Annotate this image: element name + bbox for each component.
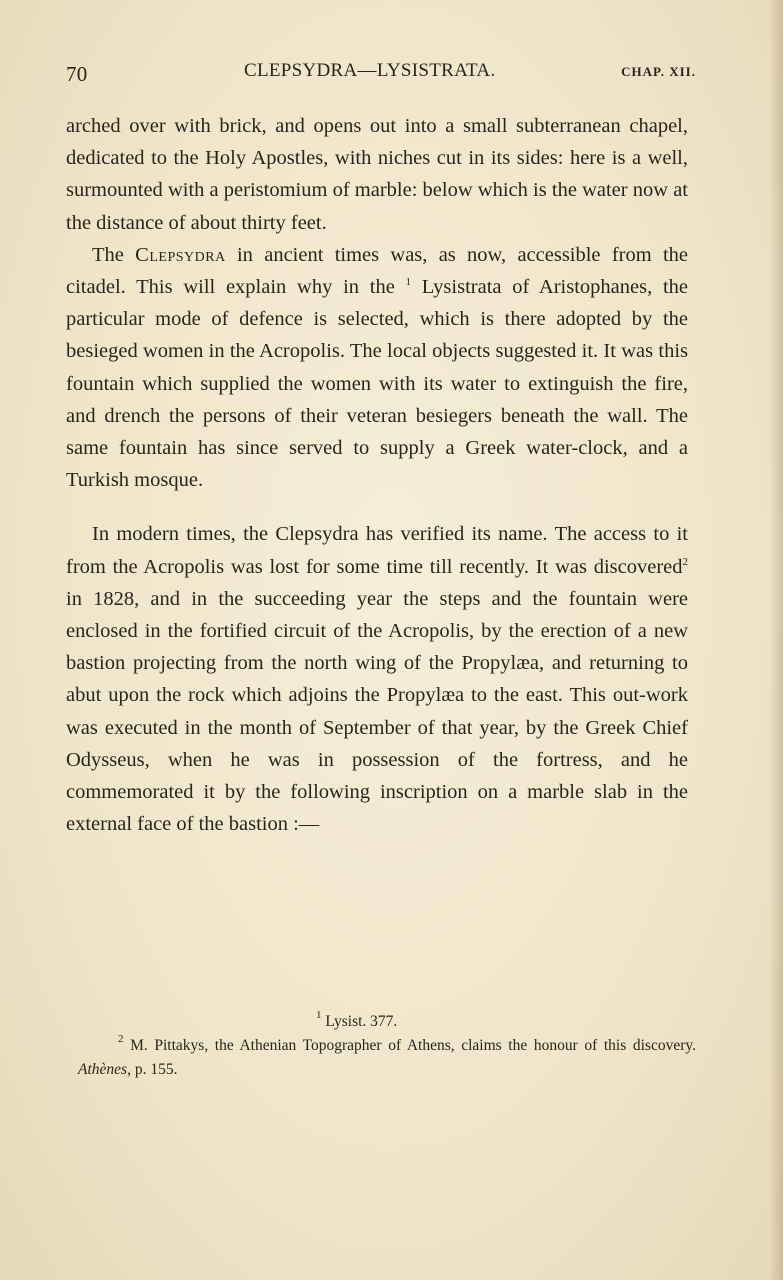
paragraph-3-part2: in 1828, and in the succeeding year the steps and the fountain were enclosed in the fortified circuit of the Acropolis, by the erection of a new bastion projecting from the north wing of the Propylæa, and returning to abut upon the rock which adjoins the Propylæa to the east. This out-work was executed in the month of September of that year, by the Greek Chief Odysseus, when he was in possession of the fortress, and he commemorated it by the following inscription on a marble slab in the external face of the bastion :—	[66, 587, 688, 836]
footnote-1-mark: 1	[316, 1009, 322, 1021]
running-header	[66, 58, 696, 88]
running-title: CLEPSYDRA—LYSISTRATA.	[244, 60, 496, 81]
page-number: 70	[66, 62, 88, 86]
paragraph-2-part1: in ancient times was, as now, accessible from the citadel. This will explain why in the	[66, 243, 689, 299]
body-text	[66, 110, 688, 840]
footnote-2-text: M. Pittakys, the Athenian Topographer of Athens, claims the honour of this discovery.	[123, 1037, 696, 1054]
footnote-2-italic: Athènes	[78, 1061, 128, 1078]
footnote-2-mark: 2	[118, 1033, 124, 1045]
chapter-label: CHAP. XII.	[621, 64, 696, 79]
paragraph-2-part2: Lysistrata of Aristophanes, the particular mode of defence is selected, which is there adopted by the besieged women in the Acropolis. The local objects suggested it. It was this fountain which supplied the women with its water to extinguish the fire, and drench the persons of their veteran besiegers beneath the wall. The same fountain has since served to supply a Greek water-clock, and a Turkish mosque.	[66, 276, 689, 492]
paragraph-2	[66, 239, 688, 497]
footnote-ref-2[interactable]: 2	[682, 555, 688, 568]
footnotes	[78, 1010, 696, 1082]
paragraph-3-part1: In modern times, the Clepsydra has verified its name. The access to it from the Acropolis was lost for some time till recently. It was discovered	[66, 523, 688, 578]
paragraph-3	[66, 518, 688, 840]
footnote-2	[78, 1034, 696, 1082]
footnote-1-text: Lysist. 377.	[321, 1013, 398, 1030]
page-edge-shadow	[769, 0, 783, 1280]
footnote-ref-1[interactable]: 1	[405, 276, 412, 289]
paragraph-1: arched over with brick, and opens out into a small subterranean chapel, dedicated to the Holy Apostles, with niches cut in its sides: here is a well, surmounted with a peristomium of marble: below which is the water now at the distance of about thirty feet.	[66, 115, 688, 234]
paragraph-2-start: The	[92, 243, 136, 266]
footnote-2-end: , p. 155.	[127, 1061, 178, 1078]
clepsydra-smallcaps: Clepsydra	[135, 243, 226, 266]
footnote-1	[78, 1010, 696, 1034]
